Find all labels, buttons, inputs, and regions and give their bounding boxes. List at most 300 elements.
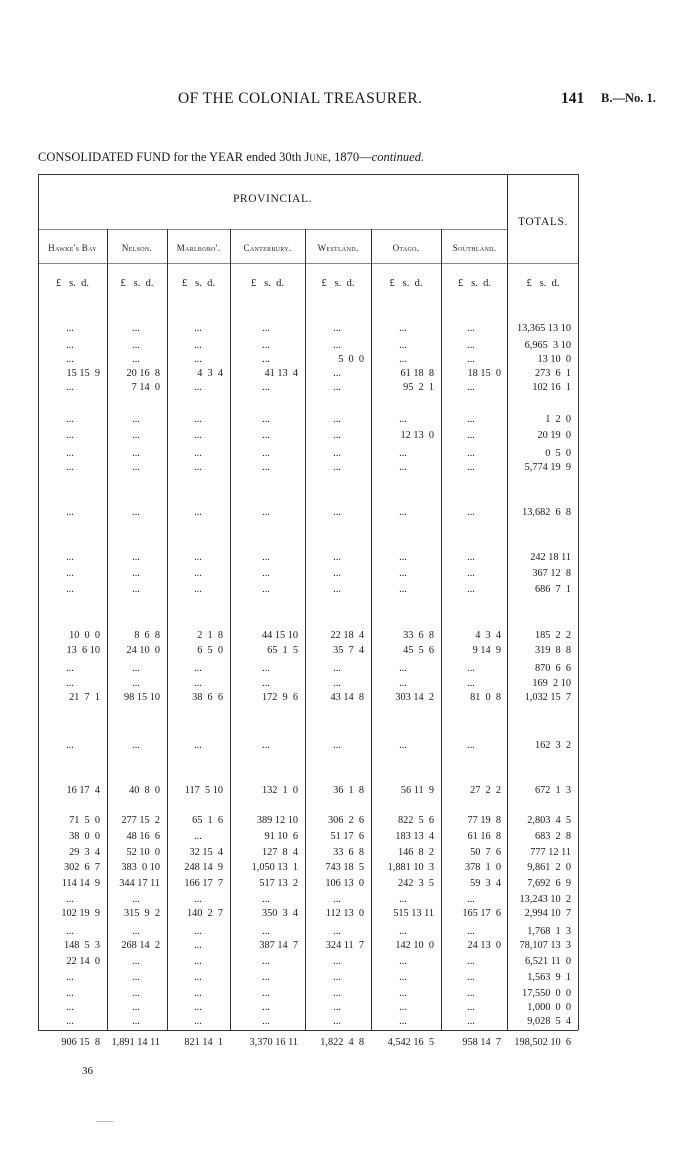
empty-cell: ...	[399, 956, 407, 967]
empty-cell: ...	[262, 894, 270, 905]
empty-cell: ...	[333, 430, 341, 441]
amount-cell: 9,861 2 0	[527, 862, 571, 873]
empty-cell: ...	[262, 663, 270, 674]
amount-cell: 114 14 9	[61, 878, 100, 889]
table-caption	[38, 150, 424, 165]
empty-cell: ...	[467, 448, 475, 459]
empty-cell: ...	[66, 740, 74, 751]
amount-cell: 32 15 4	[189, 847, 223, 858]
empty-cell: ...	[467, 430, 475, 441]
amount-cell: 13,365 13 10	[516, 323, 571, 334]
amount-cell: 22 14 0	[66, 956, 100, 967]
empty-cell: ...	[194, 940, 202, 951]
column-rule	[38, 174, 39, 1030]
empty-cell: ...	[132, 507, 140, 518]
amount-cell: 198,502 10 6	[514, 1037, 571, 1048]
row-rule	[38, 229, 507, 230]
empty-cell: ...	[194, 552, 202, 563]
empty-cell: ...	[333, 678, 341, 689]
amount-cell: 18 15 0	[467, 368, 501, 379]
empty-cell: ...	[194, 382, 202, 393]
empty-cell: ...	[66, 926, 74, 937]
empty-cell: ...	[194, 323, 202, 334]
empty-cell: ...	[194, 988, 202, 999]
amount-cell: 7 14 0	[131, 382, 160, 393]
empty-cell: ...	[399, 448, 407, 459]
amount-cell: 1,000 0 0	[527, 1002, 571, 1013]
amount-cell: 7,692 6 9	[527, 878, 571, 889]
empty-cell: ...	[66, 584, 74, 595]
amount-cell: 91 10 6	[264, 831, 298, 842]
empty-cell: ...	[132, 414, 140, 425]
empty-cell: ...	[333, 368, 341, 379]
empty-cell: ...	[262, 448, 270, 459]
empty-cell: ...	[66, 678, 74, 689]
document-reference: B.—No. 1.	[601, 91, 656, 105]
empty-cell: ...	[66, 1016, 74, 1027]
empty-cell: ...	[194, 584, 202, 595]
empty-cell: ...	[132, 430, 140, 441]
amount-cell: 24 13 0	[467, 940, 501, 951]
amount-cell: 117 5 10	[184, 785, 223, 796]
empty-cell: ...	[399, 462, 407, 473]
amount-cell: 1 2 0	[545, 414, 571, 425]
amount-cell: 65 1 6	[192, 815, 223, 826]
empty-cell: ...	[262, 507, 270, 518]
empty-cell: ...	[194, 1016, 202, 1027]
amount-cell: 52 10 0	[126, 847, 160, 858]
empty-cell: ...	[262, 678, 270, 689]
amount-cell: 172 9 6	[261, 692, 298, 703]
amount-cell: 140 2 7	[186, 908, 223, 919]
empty-cell: ...	[333, 584, 341, 595]
amount-cell: 9 14 9	[472, 645, 501, 656]
amount-cell: 43 14 8	[330, 692, 364, 703]
column-header: Hawke's Bay	[48, 243, 97, 253]
empty-cell: ...	[66, 323, 74, 334]
empty-cell: ...	[194, 430, 202, 441]
empty-cell: ...	[194, 678, 202, 689]
amount-cell: 45 5 6	[403, 645, 434, 656]
empty-cell: ...	[467, 740, 475, 751]
empty-cell: ...	[66, 1002, 74, 1013]
amount-cell: 24 10 0	[126, 645, 160, 656]
amount-cell: 51 17 6	[330, 831, 364, 842]
empty-cell: ...	[262, 552, 270, 563]
empty-cell: ...	[333, 972, 341, 983]
amount-cell: 389 12 10	[256, 815, 298, 826]
empty-cell: ...	[262, 584, 270, 595]
empty-cell: ...	[399, 1002, 407, 1013]
amount-cell: 185 2 2	[534, 630, 571, 641]
amount-cell: 1,050 13 1	[251, 862, 298, 873]
empty-cell: ...	[399, 972, 407, 983]
amount-cell: 132 1 0	[261, 785, 298, 796]
empty-cell: ...	[467, 926, 475, 937]
empty-cell: ...	[132, 678, 140, 689]
amount-cell: 38 0 0	[69, 831, 100, 842]
amount-cell: 27 2 2	[470, 785, 501, 796]
empty-cell: ...	[132, 956, 140, 967]
amount-cell: 20 16 8	[126, 368, 160, 379]
column-rule	[371, 229, 372, 1030]
amount-cell: 344 17 11	[119, 878, 160, 889]
amount-cell: 2,994 10 7	[524, 908, 571, 919]
empty-cell: ...	[333, 926, 341, 937]
amount-cell: 112 13 0	[325, 908, 364, 919]
row-rule	[38, 263, 578, 264]
running-head-title: OF THE COLONIAL TREASURER.	[178, 90, 423, 107]
amount-cell: 6,965 3 10	[524, 340, 571, 351]
empty-cell: ...	[333, 956, 341, 967]
amount-cell: 33 6 8	[333, 847, 364, 858]
empty-cell: ...	[194, 926, 202, 937]
amount-cell: 242 3 5	[397, 878, 434, 889]
empty-cell: ...	[262, 1002, 270, 1013]
empty-cell: ...	[467, 462, 475, 473]
empty-cell: ...	[467, 956, 475, 967]
empty-cell: ...	[132, 926, 140, 937]
amount-cell: 33 6 8	[403, 630, 434, 641]
unit-label: £ s. d.	[458, 278, 491, 289]
empty-cell: ...	[262, 1016, 270, 1027]
column-header: Otago.	[392, 243, 420, 253]
amount-cell: 958 14 7	[462, 1037, 501, 1048]
amount-cell: 517 13 2	[259, 878, 298, 889]
empty-cell: ...	[333, 462, 341, 473]
empty-cell: ...	[132, 584, 140, 595]
amount-cell: 61 16 8	[467, 831, 501, 842]
amount-cell: 777 12 11	[530, 847, 571, 858]
amount-cell: 81 0 8	[470, 692, 501, 703]
empty-cell: ...	[262, 340, 270, 351]
totals-heading: TOTALS.	[517, 216, 569, 228]
amount-cell: 672 1 3	[534, 785, 571, 796]
amount-cell: 127 8 4	[261, 847, 298, 858]
empty-cell: ...	[66, 430, 74, 441]
empty-cell: ...	[66, 988, 74, 999]
empty-cell: ...	[467, 568, 475, 579]
amount-cell: 3,370 16 11	[249, 1037, 298, 1048]
amount-cell: 38 6 6	[192, 692, 223, 703]
empty-cell: ...	[467, 507, 475, 518]
empty-cell: ...	[467, 894, 475, 905]
empty-cell: ...	[399, 926, 407, 937]
amount-cell: 1,563 9 1	[527, 972, 571, 983]
empty-cell: ...	[132, 740, 140, 751]
empty-cell: ...	[132, 663, 140, 674]
page-number: 141	[561, 90, 585, 107]
amount-cell: 4,542 16 5	[387, 1037, 434, 1048]
amount-cell: 44 15 10	[261, 630, 298, 641]
amount-cell: 17,550 0 0	[522, 988, 571, 999]
column-rule	[441, 229, 442, 1030]
amount-cell: 148 5 3	[63, 940, 100, 951]
amount-cell: 1,822 4 8	[320, 1037, 364, 1048]
empty-cell: ...	[66, 462, 74, 473]
empty-cell: ...	[467, 972, 475, 983]
empty-cell: ...	[132, 1002, 140, 1013]
empty-cell: ...	[399, 340, 407, 351]
amount-cell: 50 7 6	[470, 847, 501, 858]
empty-cell: ...	[66, 340, 74, 351]
amount-cell: 165 17 6	[462, 908, 501, 919]
empty-cell: ...	[467, 323, 475, 334]
amount-cell: 78,107 13 3	[519, 940, 571, 951]
amount-cell: 1,881 10 3	[387, 862, 434, 873]
empty-cell: ...	[467, 354, 475, 365]
unit-label: £ s. d.	[182, 278, 215, 289]
amount-cell: 2 1 8	[197, 630, 223, 641]
empty-cell: ...	[262, 414, 270, 425]
amount-cell: 98 15 10	[123, 692, 160, 703]
empty-cell: ...	[132, 462, 140, 473]
row-rule	[38, 1030, 578, 1031]
empty-cell: ...	[467, 1002, 475, 1013]
caption-prefix: CONSOLIDATED FUND for the YEAR ended 30th	[38, 150, 305, 164]
empty-cell: ...	[194, 663, 202, 674]
amount-cell: 248 14 9	[184, 862, 223, 873]
empty-cell: ...	[132, 340, 140, 351]
amount-cell: 4 3 4	[475, 630, 501, 641]
empty-cell: ...	[333, 507, 341, 518]
empty-cell: ...	[132, 972, 140, 983]
empty-cell: ...	[194, 507, 202, 518]
empty-cell: ...	[132, 568, 140, 579]
empty-cell: ...	[333, 323, 341, 334]
empty-cell: ...	[194, 1002, 202, 1013]
empty-cell: ...	[66, 972, 74, 983]
amount-cell: 142 10 0	[395, 940, 434, 951]
amount-cell: 8 6 8	[134, 630, 160, 641]
empty-cell: ...	[262, 740, 270, 751]
amount-cell: 822 5 6	[397, 815, 434, 826]
empty-cell: ...	[262, 988, 270, 999]
amount-cell: 383 0 10	[121, 862, 160, 873]
empty-cell: ...	[132, 323, 140, 334]
empty-cell: ...	[333, 894, 341, 905]
unit-label: £ s. d.	[526, 278, 560, 289]
empty-cell: ...	[333, 663, 341, 674]
amount-cell: 273 6 1	[534, 368, 571, 379]
unit-label: £ s. d.	[56, 278, 89, 289]
empty-cell: ...	[194, 354, 202, 365]
amount-cell: 12 13 0	[400, 430, 434, 441]
amount-cell: 13 10 0	[537, 354, 571, 365]
empty-cell: ...	[262, 462, 270, 473]
column-rule	[578, 174, 579, 1030]
empty-cell: ...	[262, 568, 270, 579]
empty-cell: ...	[399, 663, 407, 674]
amount-cell: 71 5 0	[69, 815, 100, 826]
empty-cell: ...	[262, 430, 270, 441]
empty-cell: ...	[467, 414, 475, 425]
empty-cell: ...	[262, 972, 270, 983]
amount-cell: 277 15 2	[121, 815, 160, 826]
empty-cell: ...	[467, 584, 475, 595]
empty-cell: ...	[333, 1002, 341, 1013]
empty-cell: ...	[399, 678, 407, 689]
empty-cell: ...	[262, 382, 270, 393]
empty-cell: ...	[194, 740, 202, 751]
amount-cell: 77 19 8	[467, 815, 501, 826]
empty-cell: ...	[66, 568, 74, 579]
column-rule	[230, 229, 231, 1030]
empty-cell: ...	[194, 956, 202, 967]
amount-cell: 48 16 6	[126, 831, 160, 842]
amount-cell: 906 15 8	[61, 1037, 100, 1048]
empty-cell: ...	[66, 894, 74, 905]
amount-cell: 2,803 4 5	[527, 815, 571, 826]
empty-cell: ...	[467, 340, 475, 351]
empty-cell: ...	[399, 568, 407, 579]
amount-cell: 102 19 9	[61, 908, 100, 919]
empty-cell: ...	[333, 988, 341, 999]
amount-cell: 41 13 4	[264, 368, 298, 379]
amount-cell: 4 3 4	[197, 368, 223, 379]
empty-cell: ...	[132, 1016, 140, 1027]
footer-rule	[96, 1121, 114, 1122]
amount-cell: 315 9 2	[123, 908, 160, 919]
empty-cell: ...	[262, 956, 270, 967]
empty-cell: ...	[66, 507, 74, 518]
amount-cell: 183 13 4	[395, 831, 434, 842]
empty-cell: ...	[467, 552, 475, 563]
caption-month: June	[304, 150, 328, 164]
amount-cell: 743 18 5	[325, 862, 364, 873]
amount-cell: 95 2 1	[403, 382, 434, 393]
amount-cell: 16 17 4	[66, 785, 100, 796]
empty-cell: ...	[399, 323, 407, 334]
column-header: Canterbury.	[243, 243, 292, 253]
amount-cell: 319 8 8	[534, 645, 571, 656]
empty-cell: ...	[333, 552, 341, 563]
empty-cell: ...	[194, 568, 202, 579]
amount-cell: 686 7 1	[534, 584, 571, 595]
empty-cell: ...	[333, 340, 341, 351]
amount-cell: 40 8 0	[129, 785, 160, 796]
amount-cell: 242 18 11	[530, 552, 571, 563]
empty-cell: ...	[333, 382, 341, 393]
amount-cell: 0 5 0	[545, 448, 571, 459]
amount-cell: 302 6 7	[63, 862, 100, 873]
amount-cell: 515 13 11	[393, 908, 434, 919]
empty-cell: ...	[333, 448, 341, 459]
empty-cell: ...	[194, 972, 202, 983]
empty-cell: ...	[467, 988, 475, 999]
column-rule	[507, 174, 508, 1030]
caption-suffix: continued.	[371, 150, 425, 164]
empty-cell: ...	[399, 1016, 407, 1027]
empty-cell: ...	[399, 988, 407, 999]
unit-label: £ s. d.	[389, 278, 423, 289]
amount-cell: 9,028 5 4	[527, 1016, 571, 1027]
empty-cell: ...	[194, 448, 202, 459]
amount-cell: 6 5 0	[197, 645, 223, 656]
amount-cell: 102 16 1	[532, 382, 571, 393]
amount-cell: 350 3 4	[261, 908, 298, 919]
amount-cell: 21 7 1	[69, 692, 100, 703]
empty-cell: ...	[194, 831, 202, 842]
empty-cell: ...	[262, 354, 270, 365]
column-header: Nelson.	[121, 243, 153, 253]
empty-cell: ...	[66, 354, 74, 365]
amount-cell: 22 18 4	[330, 630, 364, 641]
amount-cell: 166 17 7	[184, 878, 223, 889]
amount-cell: 29 3 4	[69, 847, 100, 858]
empty-cell: ...	[399, 507, 407, 518]
amount-cell: 13,243 10 2	[519, 894, 571, 905]
unit-label: £ s. d.	[321, 278, 355, 289]
empty-cell: ...	[132, 448, 140, 459]
empty-cell: ...	[399, 584, 407, 595]
amount-cell: 5 0 0	[338, 354, 364, 365]
amount-cell: 268 14 2	[121, 940, 160, 951]
empty-cell: ...	[132, 894, 140, 905]
amount-cell: 5,774 19 9	[524, 462, 571, 473]
amount-cell: 1,768 1 3	[527, 926, 571, 937]
empty-cell: ...	[333, 740, 341, 751]
amount-cell: 13 6 10	[66, 645, 100, 656]
amount-cell: 15 15 9	[66, 368, 100, 379]
empty-cell: ...	[333, 1016, 341, 1027]
empty-cell: ...	[467, 678, 475, 689]
amount-cell: 10 0 0	[69, 630, 100, 641]
empty-cell: ...	[399, 894, 407, 905]
column-rule	[107, 229, 108, 1030]
amount-cell: 1,891 14 11	[111, 1037, 160, 1048]
empty-cell: ...	[333, 568, 341, 579]
empty-cell: ...	[66, 663, 74, 674]
empty-cell: ...	[399, 552, 407, 563]
amount-cell: 35 7 4	[333, 645, 364, 656]
amount-cell: 303 14 2	[395, 692, 434, 703]
empty-cell: ...	[132, 552, 140, 563]
amount-cell: 387 14 7	[259, 940, 298, 951]
column-header: Marlboro'.	[176, 243, 221, 253]
empty-cell: ...	[262, 323, 270, 334]
empty-cell: ...	[399, 740, 407, 751]
row-rule	[38, 174, 578, 175]
empty-cell: ...	[333, 414, 341, 425]
amount-cell: 378 1 0	[464, 862, 501, 873]
amount-cell: 56 11 9	[400, 785, 434, 796]
amount-cell: 367 12 8	[532, 568, 571, 579]
amount-cell: 13,682 6 8	[522, 507, 571, 518]
empty-cell: ...	[194, 462, 202, 473]
amount-cell: 683 2 8	[534, 831, 571, 842]
amount-cell: 61 18 8	[400, 368, 434, 379]
amount-cell: 821 14 1	[184, 1037, 223, 1048]
unit-label: £ s. d.	[120, 278, 154, 289]
provincial-heading: PROVINCIAL.	[232, 193, 313, 205]
empty-cell: ...	[132, 988, 140, 999]
amount-cell: 1,032 15 7	[524, 692, 571, 703]
empty-cell: ...	[132, 354, 140, 365]
empty-cell: ...	[399, 414, 407, 425]
amount-cell: 20 19 0	[537, 430, 571, 441]
empty-cell: ...	[467, 1016, 475, 1027]
amount-cell: 870 6 6	[534, 663, 571, 674]
amount-cell: 106 13 0	[325, 878, 364, 889]
empty-cell: ...	[399, 354, 407, 365]
empty-cell: ...	[467, 663, 475, 674]
amount-cell: 59 3 4	[470, 878, 501, 889]
page-marker: 36	[82, 1065, 93, 1077]
empty-cell: ...	[66, 448, 74, 459]
empty-cell: ...	[194, 894, 202, 905]
empty-cell: ...	[194, 340, 202, 351]
